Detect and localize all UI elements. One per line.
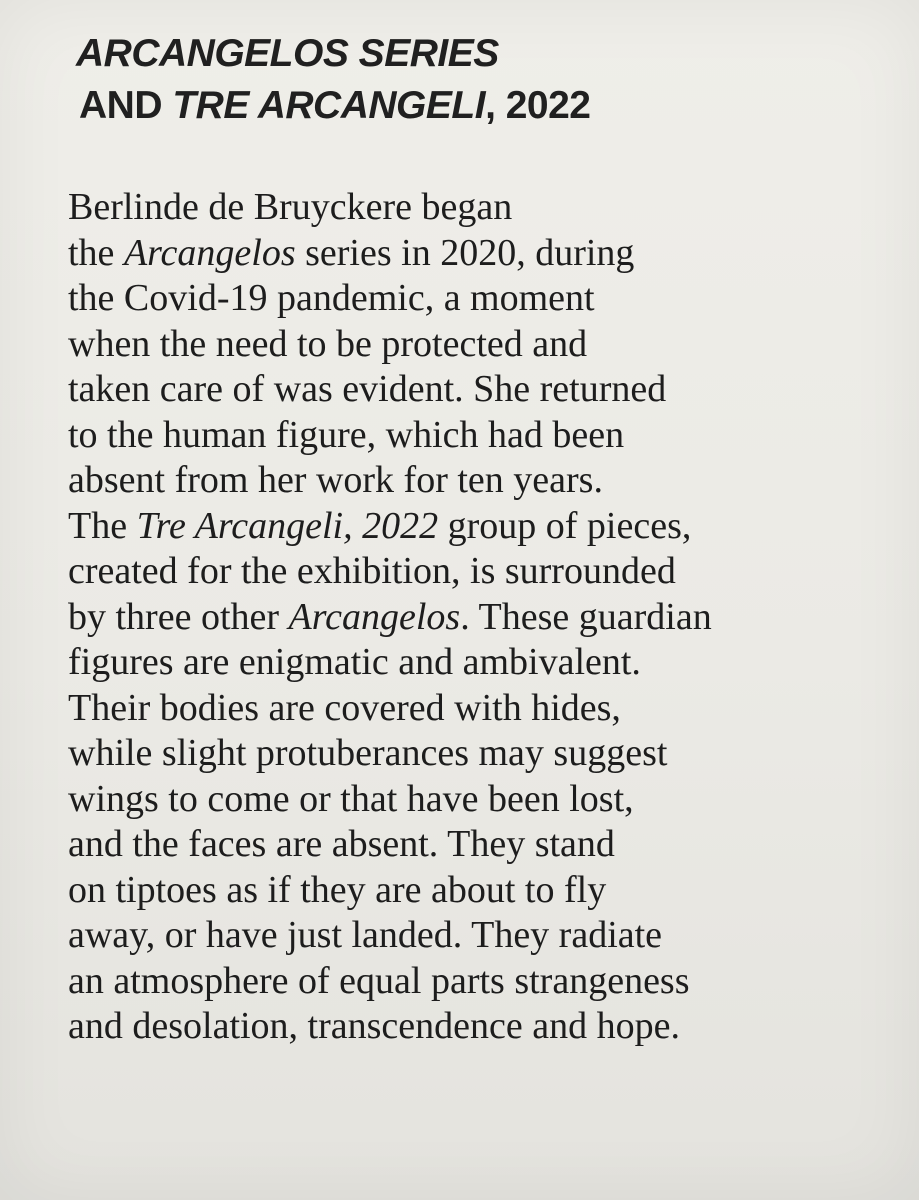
body-line-08-a: The	[68, 504, 137, 547]
body-line-16: on tiptoes as if they are about to fly	[68, 868, 607, 911]
body-line-18: an atmosphere of equal parts strangeness	[68, 959, 690, 1002]
body-line-07: absent from her work for ten years.	[68, 459, 603, 501]
title-line-1: ARCANGELOS SERIES	[76, 32, 499, 75]
body-line-09: created for the exhibition, is surrounded	[68, 550, 676, 592]
body-line-10-a: by three other	[68, 595, 289, 638]
body-line-11: figures are enigmatic and ambivalent.	[68, 641, 641, 683]
panel-title	[76, 28, 591, 132]
body-line-08-c: group of pieces,	[438, 504, 692, 547]
body-line-10	[68, 595, 712, 641]
body-line-01: Berlinde de Bruyckere began	[68, 186, 513, 228]
body-line-12: Their bodies are covered with hides,	[68, 686, 621, 729]
body-line-04: when the need to be protected and	[68, 322, 588, 365]
body-line-02	[68, 231, 712, 277]
body-line-03: the Covid-19 pandemic, a moment	[68, 277, 595, 319]
body-line-05: taken care of was evident. She returned	[68, 368, 667, 410]
body-line-15: and the faces are absent. They stand	[68, 823, 615, 865]
body-line-02-italic: Arcangelos	[123, 231, 296, 274]
panel-body-text	[68, 185, 712, 1050]
body-line-14: wings to come or that have been lost,	[68, 777, 634, 820]
body-line-08-italic: Tre Arcangeli, 2022	[136, 504, 439, 547]
body-line-08	[68, 504, 712, 550]
title-line-2-prefix: AND	[79, 84, 173, 127]
body-line-10-italic: Arcangelos	[288, 595, 461, 638]
body-line-10-c: . These guardian	[460, 595, 712, 638]
body-line-17: away, or have just landed. They radiate	[68, 914, 663, 956]
body-line-19: and desolation, transcendence and hope.	[68, 1005, 680, 1047]
body-line-13: while slight protuberances may suggest	[68, 732, 668, 774]
title-line-2	[76, 80, 591, 132]
title-line-2-suffix: , 2022	[485, 84, 591, 127]
title-line-2-italic: TRE ARCANGELI	[172, 84, 486, 127]
body-line-02-c: series in 2020, during	[295, 231, 635, 274]
body-line-02-a: the	[68, 231, 124, 274]
body-line-06: to the human figure, which had been	[68, 413, 625, 456]
